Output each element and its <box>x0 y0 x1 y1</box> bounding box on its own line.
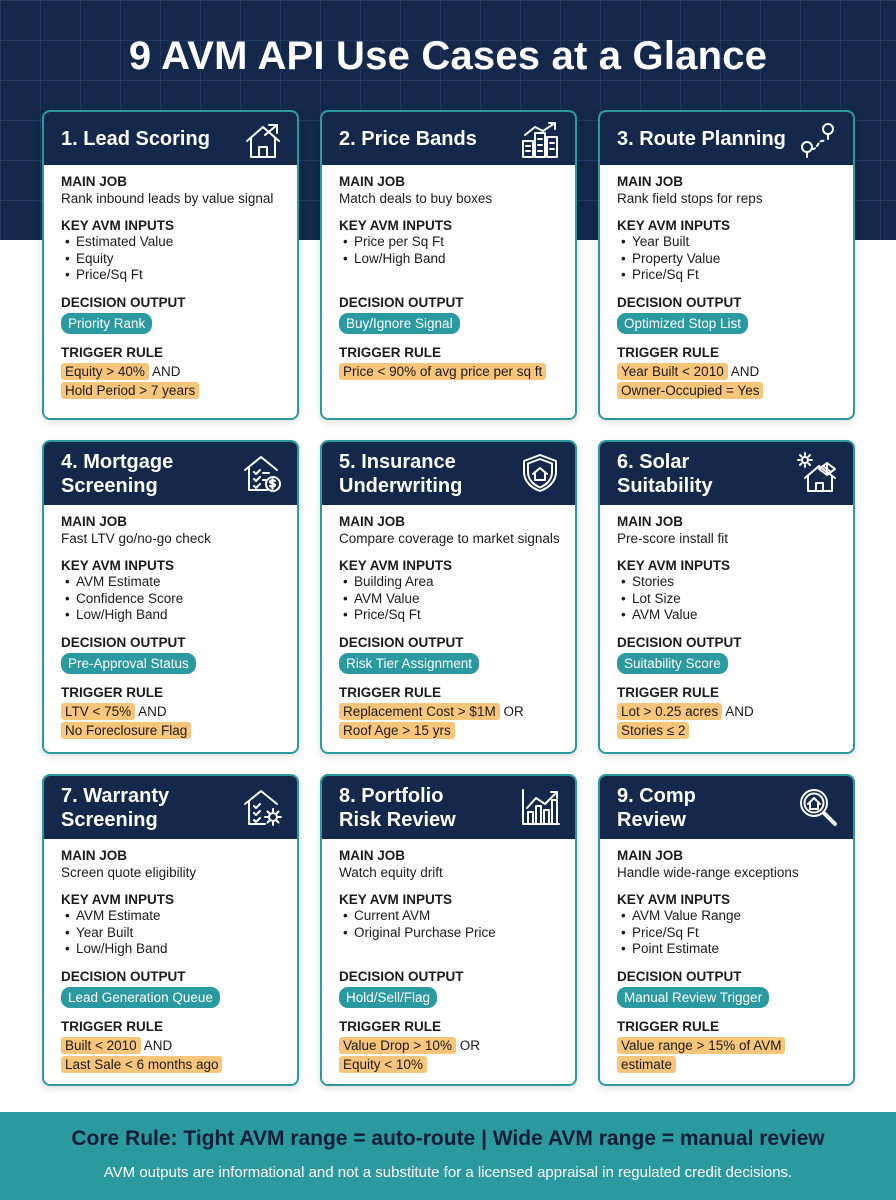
card-body <box>322 505 575 749</box>
inputs-list <box>339 234 565 284</box>
trigger-rule-line <box>617 722 843 739</box>
decision-output-badge: Suitability Score <box>617 653 728 674</box>
input-item: • Year Built <box>617 234 843 251</box>
card-body <box>44 505 297 749</box>
card-header <box>322 112 575 165</box>
trigger-condition: Price < 90% of avg price per sq ft <box>339 363 546 380</box>
inputs-label: KEY AVM INPUTS <box>339 558 453 573</box>
trigger-rule-line <box>339 722 565 739</box>
inputs-list <box>617 574 843 624</box>
input-item: • Price/Sq Ft <box>617 925 843 942</box>
use-case-card <box>42 440 299 754</box>
trigger-connector: OR <box>499 703 524 719</box>
decision-output-badge: Optimized Stop List <box>617 313 748 334</box>
decision-output-badge: Hold/Sell/Flag <box>339 987 437 1008</box>
trigger-rule-line <box>61 1056 287 1073</box>
trigger-label: TRIGGER RULE <box>339 344 442 360</box>
input-item: • Price/Sq Ft <box>61 267 287 284</box>
input-item: • Price/Sq Ft <box>339 607 565 624</box>
main-job-label: MAIN JOB <box>61 514 128 529</box>
trigger-condition: Value range > 15% of AVM <box>617 1037 785 1054</box>
output-label: DECISION OUTPUT <box>61 294 186 310</box>
trigger-label: TRIGGER RULE <box>617 344 720 360</box>
card-body <box>600 165 853 409</box>
main-job-label: MAIN JOB <box>339 514 406 529</box>
main-job-label: MAIN JOB <box>61 848 128 863</box>
card-title: 5. Insurance Underwriting <box>339 450 463 497</box>
input-item: • Low/High Band <box>61 941 287 958</box>
card-title: 3. Route Planning <box>617 127 786 150</box>
card-header <box>322 442 575 505</box>
use-case-card <box>320 110 577 420</box>
inputs-label: KEY AVM INPUTS <box>339 892 453 907</box>
trigger-condition: Equity < 10% <box>339 1056 427 1073</box>
trigger-rule-line <box>339 1037 565 1054</box>
map-route-icon <box>797 119 839 161</box>
output-label: DECISION OUTPUT <box>339 294 464 310</box>
decision-output-badge: Lead Generation Queue <box>61 987 220 1008</box>
use-case-card <box>598 440 855 754</box>
inputs-list <box>61 574 287 624</box>
decision-output-badge: Priority Rank <box>61 313 152 334</box>
card-title: 6. Solar Suitability <box>617 450 713 497</box>
card-header <box>44 112 297 165</box>
input-item: • Stories <box>617 574 843 591</box>
main-job-text: Compare coverage to market signals <box>339 531 560 546</box>
trigger-label: TRIGGER RULE <box>617 1018 720 1034</box>
core-rule: Core Rule: Tight AVM range = auto-route | Wide AVM range = manual review <box>71 1127 825 1150</box>
input-item: • Equity <box>61 251 287 268</box>
input-item: • AVM Value <box>339 591 565 608</box>
card-body <box>600 505 853 749</box>
input-item: • Lot Size <box>617 591 843 608</box>
trigger-rule-line <box>61 722 287 739</box>
input-item: • Year Built <box>61 925 287 942</box>
input-item: • AVM Value <box>617 607 843 624</box>
card-body <box>44 165 297 409</box>
inputs-label: KEY AVM INPUTS <box>339 218 453 233</box>
use-case-card <box>598 774 855 1086</box>
decision-output-badge: Manual Review Trigger <box>617 987 769 1008</box>
input-item: • AVM Value Range <box>617 908 843 925</box>
card-header <box>600 442 853 505</box>
trigger-rule-line <box>617 703 843 720</box>
inputs-label: KEY AVM INPUTS <box>61 218 175 233</box>
trigger-rule-line <box>61 382 287 399</box>
trigger-condition: Hold Period > 7 years <box>61 382 199 399</box>
trigger-condition: Built < 2010 <box>61 1037 141 1054</box>
inputs-label: KEY AVM INPUTS <box>61 892 175 907</box>
card-body <box>322 165 575 390</box>
input-item: • Building Area <box>339 574 565 591</box>
card-body <box>600 839 853 1083</box>
bar-chart-trend-icon <box>519 786 561 828</box>
use-case-card <box>320 774 577 1086</box>
output-label: DECISION OUTPUT <box>617 968 742 984</box>
house-chart-icon <box>241 119 283 161</box>
main-job-label: MAIN JOB <box>617 848 684 863</box>
input-item: • Estimated Value <box>61 234 287 251</box>
main-job-label: MAIN JOB <box>339 848 406 863</box>
input-item: • Property Value <box>617 251 843 268</box>
card-title: 8. Portfolio Risk Review <box>339 784 456 831</box>
input-item: • Current AVM <box>339 908 565 925</box>
output-label: DECISION OUTPUT <box>339 968 464 984</box>
inputs-label: KEY AVM INPUTS <box>617 892 731 907</box>
card-title: 4. Mortgage Screening <box>61 450 174 497</box>
trigger-rule-line <box>61 363 287 380</box>
trigger-label: TRIGGER RULE <box>339 684 442 700</box>
inputs-list <box>61 234 287 284</box>
inputs-list <box>339 574 565 624</box>
decision-output-badge: Buy/Ignore Signal <box>339 313 460 334</box>
main-job-label: MAIN JOB <box>617 514 684 529</box>
output-label: DECISION OUTPUT <box>61 634 186 650</box>
trigger-condition: Owner-Occupied = Yes <box>617 382 763 399</box>
trigger-rule-line <box>339 703 565 720</box>
main-job-text: Rank field stops for reps <box>617 191 763 206</box>
main-job-label: MAIN JOB <box>339 174 406 189</box>
trigger-label: TRIGGER RULE <box>339 1018 442 1034</box>
trigger-condition: estimate <box>617 1056 676 1073</box>
inputs-label: KEY AVM INPUTS <box>617 218 731 233</box>
main-job-text: Rank inbound leads by value signal <box>61 191 274 206</box>
buildings-growth-icon <box>519 119 561 161</box>
card-title: 1. Lead Scoring <box>61 127 210 150</box>
trigger-connector: AND <box>722 703 754 719</box>
use-case-card <box>42 110 299 420</box>
house-checklist-dollar-icon <box>241 452 283 494</box>
main-job-text: Handle wide-range exceptions <box>617 865 799 880</box>
trigger-condition: Year Built < 2010 <box>617 363 728 380</box>
inputs-label: KEY AVM INPUTS <box>617 558 731 573</box>
output-label: DECISION OUTPUT <box>61 968 186 984</box>
card-header <box>600 776 853 839</box>
card-title: 2. Price Bands <box>339 127 477 150</box>
input-item: • Price/Sq Ft <box>617 267 843 284</box>
trigger-condition: Stories ≤ 2 <box>617 722 689 739</box>
output-label: DECISION OUTPUT <box>339 634 464 650</box>
trigger-rule-line <box>617 1037 843 1054</box>
trigger-label: TRIGGER RULE <box>61 684 164 700</box>
use-case-card <box>320 440 577 754</box>
inputs-label: KEY AVM INPUTS <box>61 558 175 573</box>
decision-output-badge: Pre-Approval Status <box>61 653 196 674</box>
trigger-label: TRIGGER RULE <box>61 344 164 360</box>
trigger-condition: Equity > 40% <box>61 363 149 380</box>
trigger-rule-line <box>61 1037 287 1054</box>
trigger-condition: Roof Age > 15 yrs <box>339 722 455 739</box>
card-body <box>322 839 575 1083</box>
disclaimer: AVM outputs are informational and not a substitute for a licensed appraisal in regulated credit decisions. <box>103 1164 793 1181</box>
input-item: • Low/High Band <box>339 251 565 268</box>
card-body <box>44 839 297 1083</box>
page-title: 9 AVM API Use Cases at a Glance <box>128 34 768 78</box>
solar-house-icon <box>797 452 839 494</box>
card-title: 9. Comp Review <box>617 784 696 831</box>
card-header <box>44 776 297 839</box>
input-item: • Original Purchase Price <box>339 925 565 942</box>
main-job-label: MAIN JOB <box>617 174 684 189</box>
magnifier-house-icon <box>797 786 839 828</box>
house-checklist-gear-icon <box>241 786 283 828</box>
use-case-card <box>598 110 855 420</box>
card-header <box>600 112 853 165</box>
input-item: • Low/High Band <box>61 607 287 624</box>
footer-bar <box>0 1112 896 1200</box>
trigger-condition: No Foreclosure Flag <box>61 722 191 739</box>
input-item: • Price per Sq Ft <box>339 234 565 251</box>
trigger-label: TRIGGER RULE <box>617 684 720 700</box>
main-job-text: Fast LTV go/no-go check <box>61 531 211 546</box>
card-header <box>322 776 575 839</box>
output-label: DECISION OUTPUT <box>617 634 742 650</box>
input-item: • Confidence Score <box>61 591 287 608</box>
trigger-connector: OR <box>455 1037 480 1053</box>
trigger-rule-line <box>617 363 843 380</box>
inputs-list <box>339 908 565 958</box>
inputs-list <box>61 908 287 958</box>
trigger-rule-line <box>617 1056 843 1073</box>
trigger-condition: LTV < 75% <box>61 703 135 720</box>
trigger-connector: AND <box>727 363 760 379</box>
card-title: 7. Warranty Screening <box>61 784 170 831</box>
main-job-text: Pre-score install fit <box>617 531 729 546</box>
trigger-rule-line <box>339 363 565 380</box>
main-job-text: Watch equity drift <box>339 865 443 880</box>
input-item: • AVM Estimate <box>61 574 287 591</box>
input-item: • Point Estimate <box>617 941 843 958</box>
trigger-rule-line <box>339 1056 565 1073</box>
card-header <box>44 442 297 505</box>
inputs-list <box>617 234 843 284</box>
main-job-text: Screen quote eligibility <box>61 865 197 880</box>
trigger-condition: Value Drop > 10% <box>339 1037 456 1054</box>
trigger-rule-line <box>61 703 287 720</box>
trigger-condition: Last Sale < 6 months ago <box>61 1056 222 1073</box>
decision-output-badge: Risk Tier Assignment <box>339 653 479 674</box>
trigger-rule-line <box>617 382 843 399</box>
main-job-label: MAIN JOB <box>61 174 128 189</box>
output-label: DECISION OUTPUT <box>617 294 742 310</box>
trigger-connector: AND <box>148 363 181 379</box>
trigger-label: TRIGGER RULE <box>61 1018 164 1034</box>
main-job-text: Match deals to buy boxes <box>339 191 493 206</box>
trigger-condition: Lot > 0.25 acres <box>617 703 722 720</box>
trigger-condition: Replacement Cost > $1M <box>339 703 500 720</box>
input-item: • AVM Estimate <box>61 908 287 925</box>
shield-house-icon <box>519 452 561 494</box>
inputs-list <box>617 908 843 958</box>
use-case-card <box>42 774 299 1086</box>
trigger-connector: AND <box>140 1037 173 1053</box>
trigger-connector: AND <box>135 703 167 719</box>
